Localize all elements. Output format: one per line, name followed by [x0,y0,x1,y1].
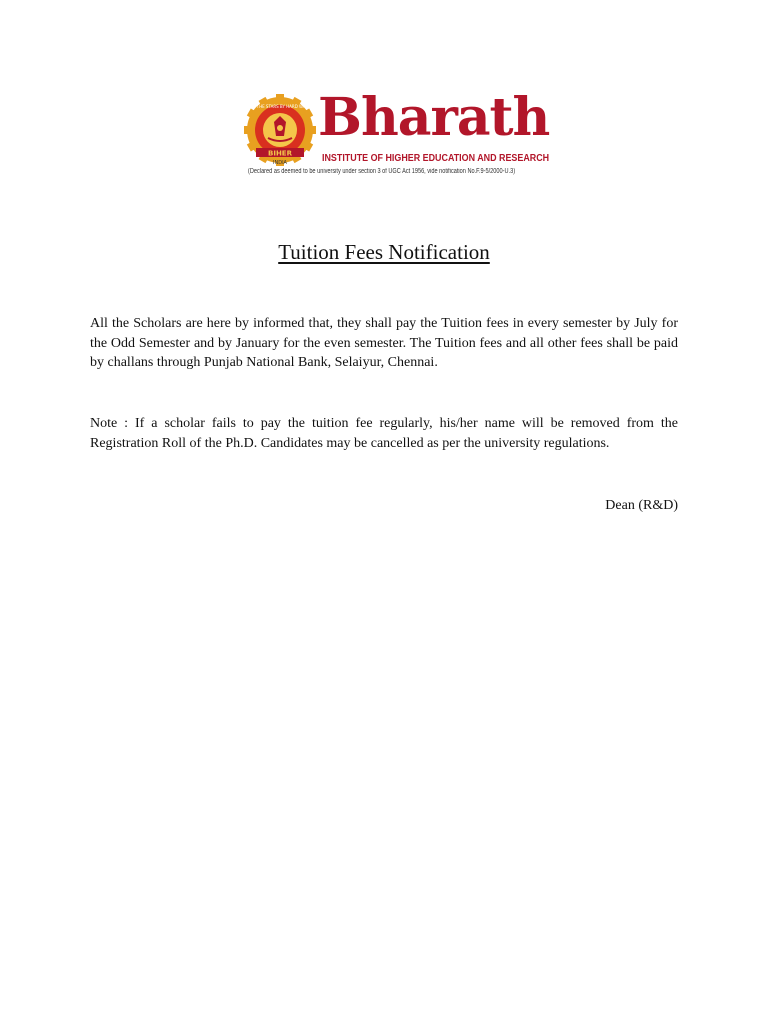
brand-name: Bharath [318,87,550,148]
body-paragraph-1: All the Scholars are here by informed that, they shall pay the Tuition fees in every semester by July for the Odd Semester and by January for the even semester. The Tuition fees and all other fees shall be paid by challans through Punjab National Bank, Selaiyur, Chennai. [90,316,678,370]
seal-ring-text: TO THE STARS BY HARD WAYS [249,104,311,109]
note-paragraph: Note : If a scholar fails to pay the tuition fee regularly, his/her name will be removed from the Registration Roll of the Ph.D. Candidates may be cancelled as per the university regulations. [90,416,678,451]
seal-ribbon-text: BIHER [268,149,292,158]
document-title: Tuition Fees Notification [278,240,490,264]
university-seal-icon [244,94,316,166]
institution-logo [244,87,550,184]
seal-country-text: INDIA [273,160,287,166]
declaration-text: (Declared as deemed to be university under section 3 of UGC Act 1956, vide notification No.F.9-5/2000-U.3) [248,168,516,175]
signatory: Dean (R&D) [605,498,678,513]
brand-subtitle: INSTITUTE OF HIGHER EDUCATION AND RESEARCH [322,152,550,164]
